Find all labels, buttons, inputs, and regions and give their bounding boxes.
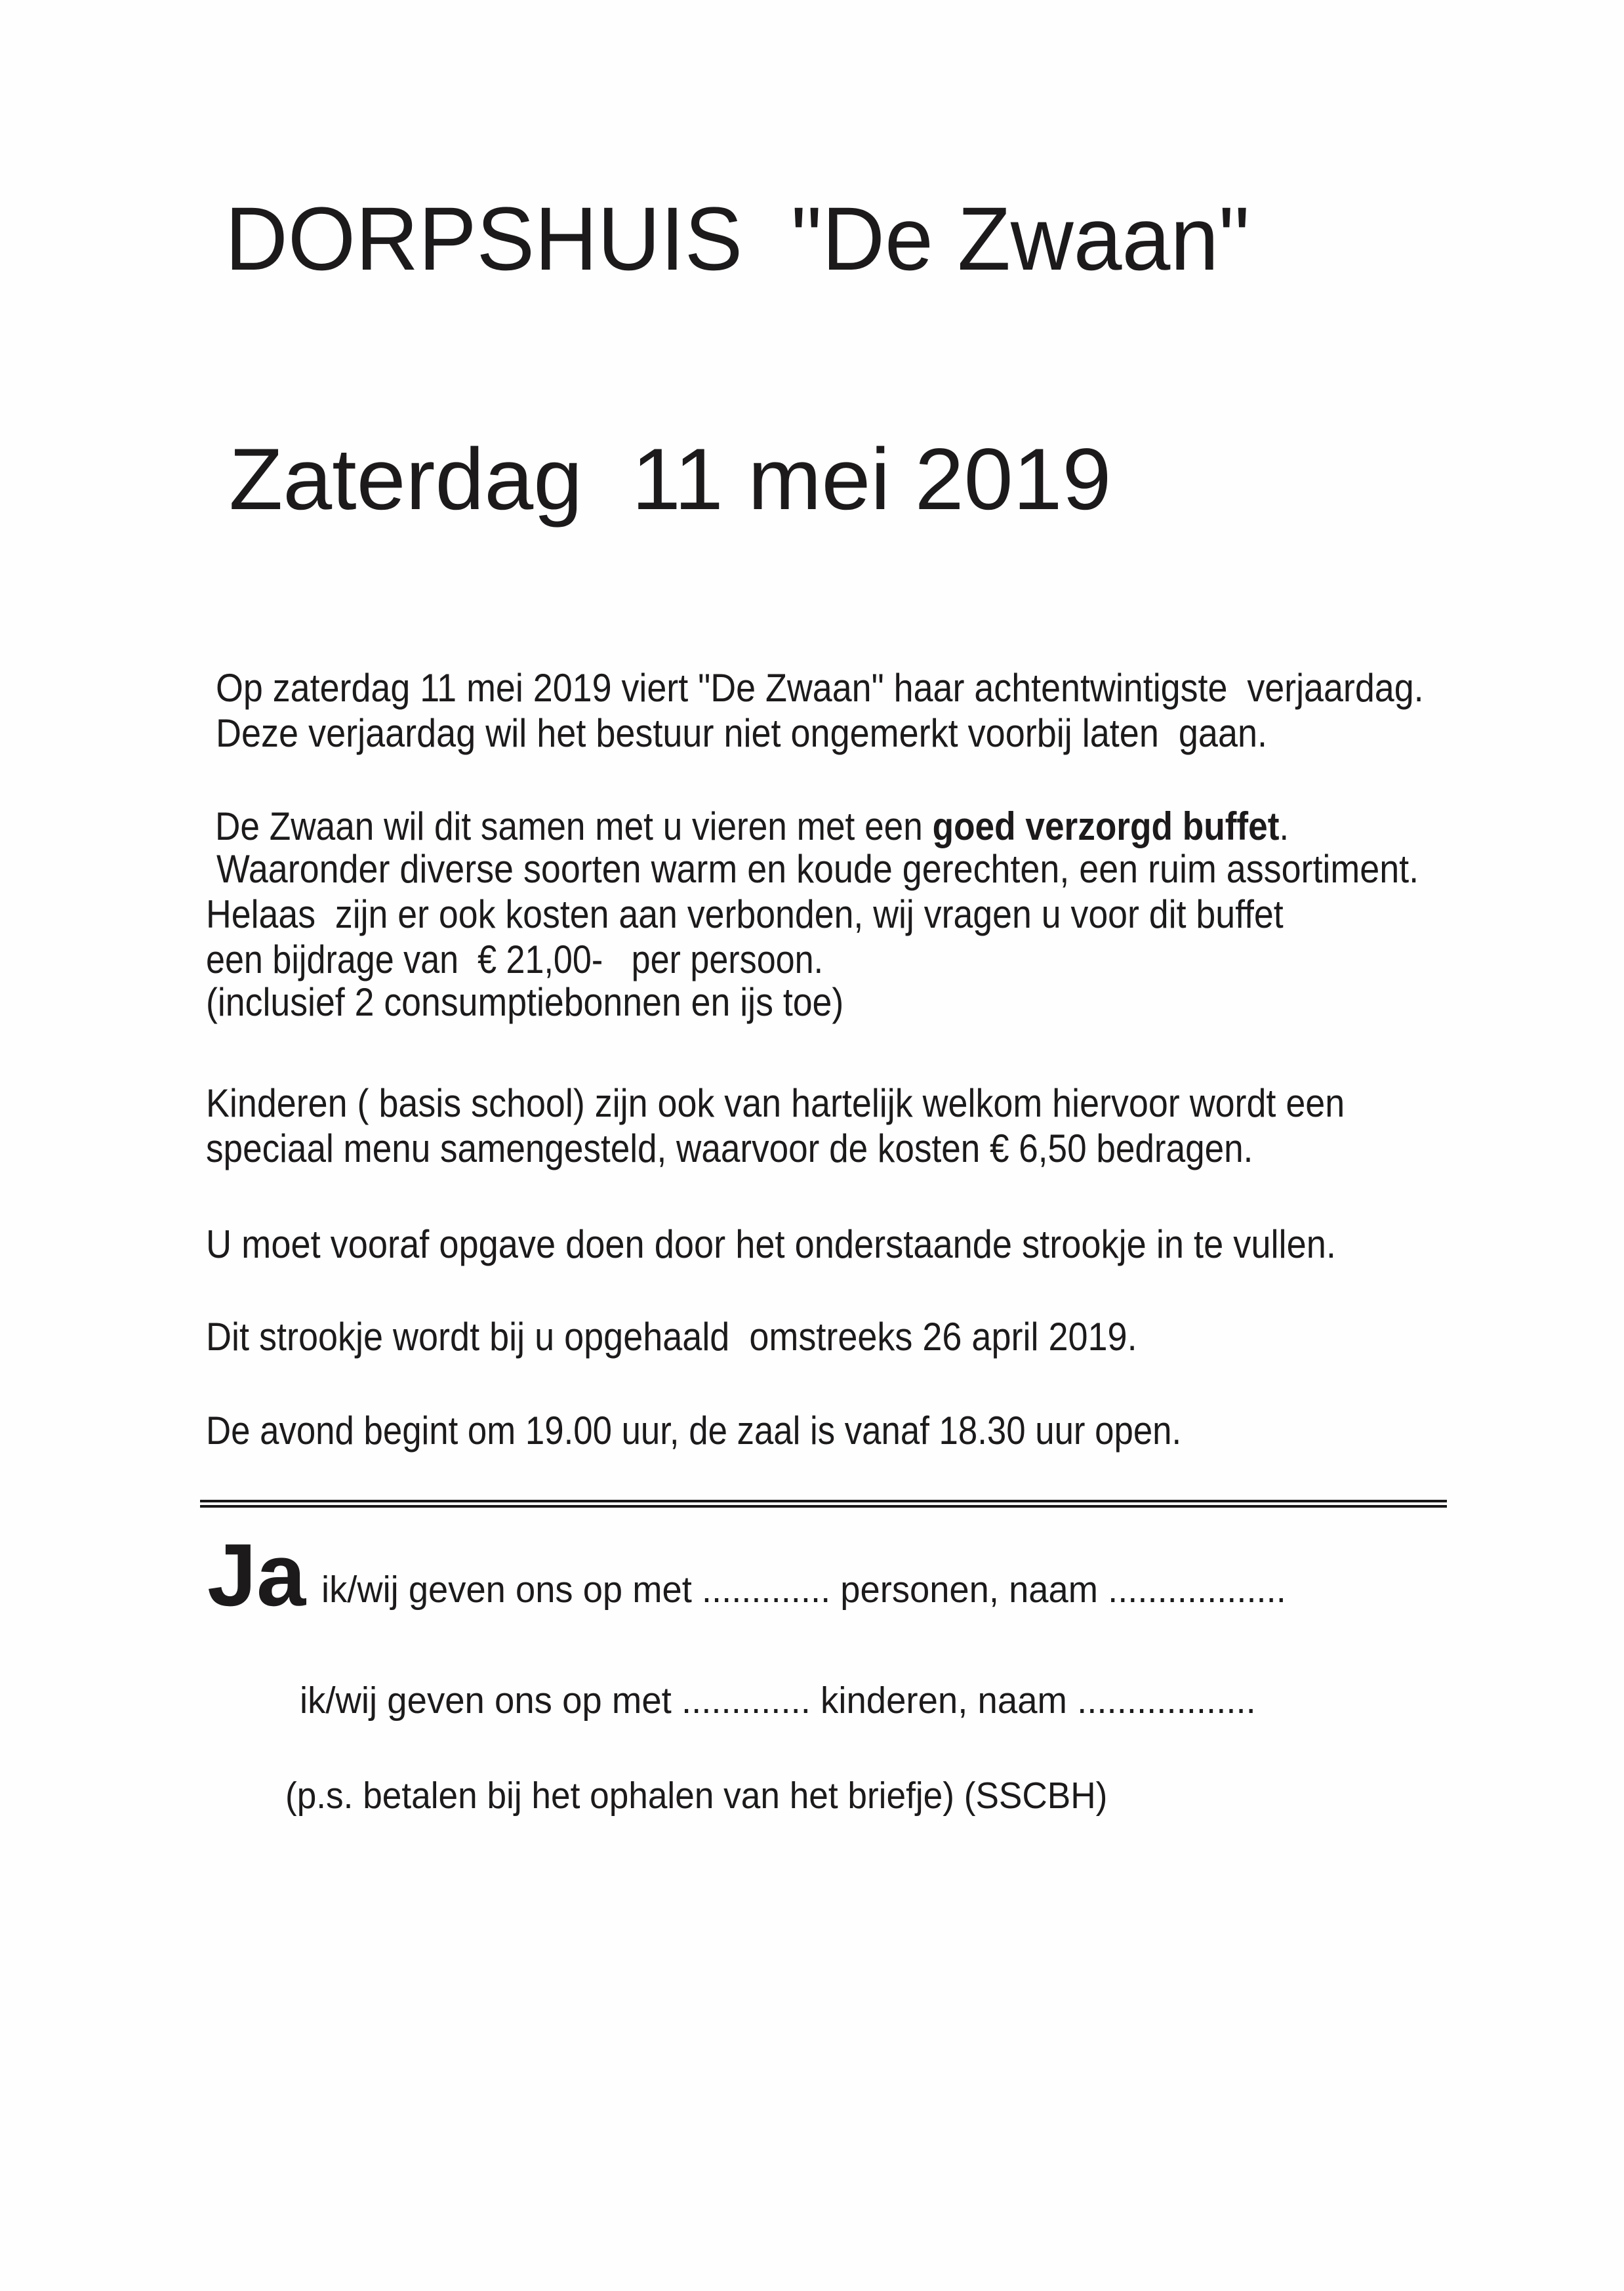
buffet-line-3: Helaas zijn er ook kosten aan verbonden, wij vragen u voor dit buffet [206,892,1284,936]
buffet-line-1-text: De Zwaan wil dit samen met u vieren met een [215,804,933,848]
page-title: DORPSHUIS "De Zwaan" [225,189,1250,289]
intro-line-2: Deze verjaardag wil het bestuur niet ongemerkt voorbij laten gaan. [216,711,1268,755]
buffet-line-1 [215,804,1289,848]
pickup-date-line: Dit strookje wordt bij u opgehaald omstreeks 26 april 2019. [206,1315,1137,1359]
tear-off-divider-bottom [200,1505,1447,1508]
tear-off-divider-top [200,1500,1447,1502]
buffet-highlight: goed verzorgd buffet [932,804,1280,848]
buffet-line-2: Waaronder diverse soorten warm en koude gerechten, een ruim assortiment. [216,847,1419,891]
buffet-price-line: een bijdrage van € 21,00- per persoon. [206,938,824,981]
buffet-line-1-period: . [1279,804,1289,848]
children-line-1: Kinderen ( basis school) zijn ook van hartelijk welkom hiervoor wordt een [206,1081,1345,1125]
adults-signup-field[interactable]: ik/wij geven ons op met ............. personen, naam .................. [321,1569,1286,1611]
event-times-line: De avond begint om 19.00 uur, de zaal is vanaf 18.30 uur open. [206,1409,1182,1453]
event-date-heading: Zaterdag 11 mei 2019 [229,431,1112,528]
payment-note: (p.s. betalen bij het ophalen van het briefje) (SSCBH) [285,1775,1108,1817]
signup-instruction: U moet vooraf opgave doen door het onderstaande strookje in te vullen. [206,1222,1336,1266]
intro-line-1: Op zaterdag 11 mei 2019 viert "De Zwaan" haar achtentwintigste verjaardag. [216,666,1424,710]
children-signup-field[interactable]: ik/wij geven ons op met ............. kinderen, naam .................. [300,1680,1256,1722]
ja-label: Ja [207,1525,306,1624]
children-line-2: speciaal menu samengesteld, waarvoor de kosten € 6,50 bedragen. [206,1126,1253,1170]
buffet-inclusions-line: (inclusief 2 consumptiebonnen en ijs toe) [206,980,844,1024]
